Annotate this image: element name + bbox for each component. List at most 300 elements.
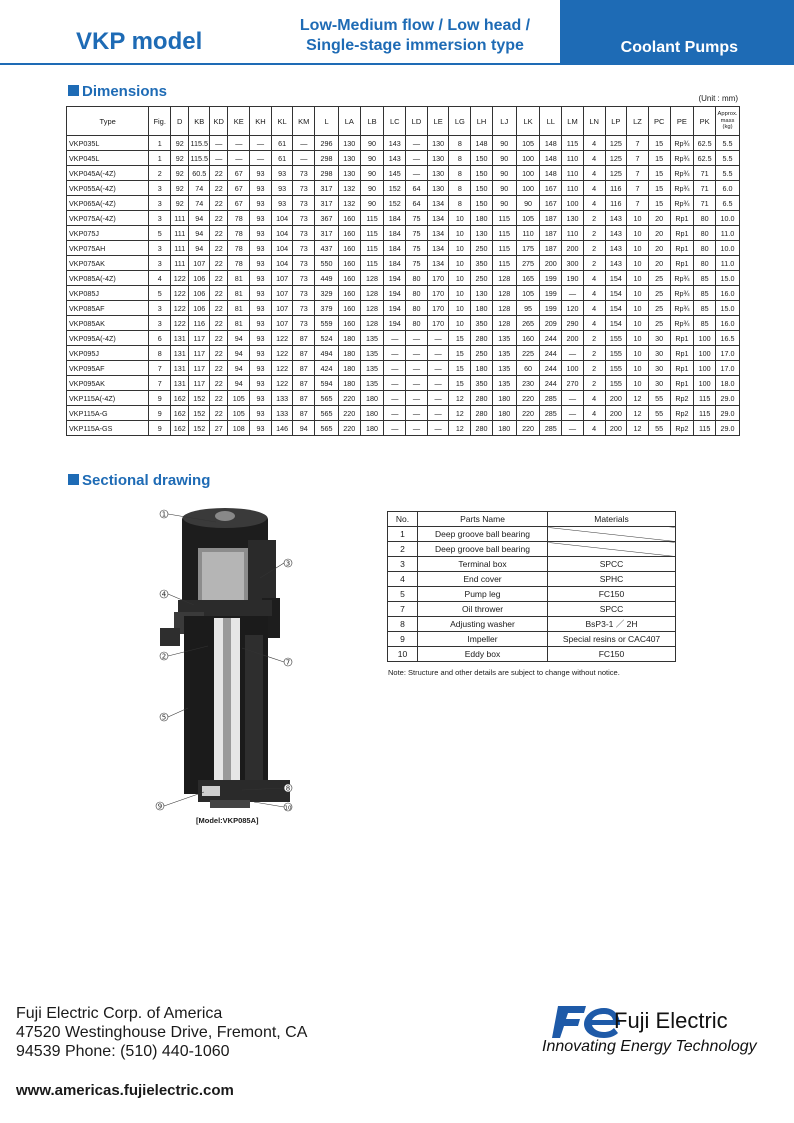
value-cell: 60 [516,361,540,376]
value-cell: 8 [449,196,471,211]
column-header: KH [250,107,272,136]
value-cell: — [427,421,449,436]
value-cell: 30 [648,376,670,391]
value-cell: 200 [605,421,627,436]
value-cell: 250 [471,271,493,286]
value-cell: 73 [293,271,315,286]
value-cell: 180 [338,361,360,376]
value-cell: 20 [648,226,670,241]
value-cell: 170 [427,271,449,286]
column-header: D [171,107,189,136]
part-number: 3 [388,557,418,572]
value-cell: 10 [449,271,471,286]
value-cell: Rp1 [670,376,694,391]
value-cell: 110 [516,226,540,241]
table-row [67,136,740,151]
value-cell: 93 [250,211,272,226]
value-cell: 93 [250,166,272,181]
value-cell: 5.5 [716,136,740,151]
logo-name: Fuji Electric [614,1008,728,1033]
value-cell: 100 [694,331,716,346]
value-cell: 55 [648,406,670,421]
value-cell: 270 [562,376,584,391]
value-cell: 167 [540,196,562,211]
value-cell: 209 [540,316,562,331]
svg-text:8: 8 [285,784,291,793]
value-cell: 115 [562,136,584,151]
value-cell: 122 [171,301,189,316]
value-cell: 27 [210,421,228,436]
value-cell: 8 [149,346,171,361]
value-cell: 317 [315,226,339,241]
value-cell: 73 [293,286,315,301]
value-cell: 290 [562,316,584,331]
value-cell: 93 [250,241,272,256]
value-cell: 78 [228,241,250,256]
value-cell: 132 [338,181,360,196]
value-cell: 4 [149,271,171,286]
value-cell: 220 [338,391,360,406]
value-cell: 180 [338,376,360,391]
value-cell: 93 [271,181,293,196]
value-cell: 155 [605,331,627,346]
value-cell: 160 [338,241,360,256]
parts-note: Note: Structure and other details are subject to change without notice. [388,668,620,677]
value-cell: 107 [271,301,293,316]
value-cell: 93 [250,421,272,436]
svg-text:5: 5 [161,713,167,722]
value-cell: 16.5 [716,331,740,346]
value-cell: 87 [293,331,315,346]
value-cell: 187 [540,241,562,256]
value-cell: 143 [605,241,627,256]
value-cell: 78 [228,211,250,226]
value-cell: 275 [516,256,540,271]
value-cell: 93 [250,181,272,196]
value-cell: 8 [449,151,471,166]
column-header: Approx. mass (kg) [716,107,740,136]
value-cell: 148 [540,166,562,181]
value-cell: 317 [315,196,339,211]
value-cell: 3 [149,196,171,211]
table-row [67,406,740,421]
value-cell: 110 [562,226,584,241]
value-cell: 160 [338,256,360,271]
value-cell: 100 [516,166,540,181]
value-cell: 143 [605,256,627,271]
value-cell: Rp2 [670,421,694,436]
value-cell: 90 [492,166,516,181]
value-cell: 29.0 [716,421,740,436]
value-cell: 60.5 [189,166,210,181]
value-cell: 22 [210,271,228,286]
table-row [67,271,740,286]
column-header: PK [694,107,716,136]
value-cell: 155 [605,361,627,376]
value-cell: 180 [338,346,360,361]
table-row [67,166,740,181]
table-row [67,391,740,406]
unit-label: (Unit : mm) [698,94,738,103]
value-cell: 22 [210,406,228,421]
value-cell: 280 [471,331,493,346]
value-cell: 10 [627,241,649,256]
value-cell: — [228,151,250,166]
value-cell: 152 [384,196,406,211]
value-cell: — [406,376,428,391]
value-cell: 29.0 [716,391,740,406]
value-cell: 75 [406,211,428,226]
value-cell: 135 [360,376,384,391]
value-cell: 71 [694,181,716,196]
value-cell: 130 [427,151,449,166]
value-cell: 105 [516,211,540,226]
value-cell: 117 [189,331,210,346]
column-header: LN [583,107,605,136]
value-cell: 296 [315,136,339,151]
website-link[interactable]: www.americas.fujielectric.com [16,1082,234,1099]
value-cell: 194 [384,271,406,286]
value-cell: — [210,151,228,166]
value-cell: — [562,406,584,421]
value-cell: 565 [315,421,339,436]
value-cell: 8 [449,166,471,181]
value-cell: 94 [189,241,210,256]
value-cell: 115 [492,211,516,226]
value-cell: 180 [471,211,493,226]
column-header: LJ [492,107,516,136]
dimensions-heading [68,83,167,100]
part-name: Terminal box [418,557,548,572]
value-cell: 135 [492,376,516,391]
value-cell: 100 [694,346,716,361]
value-cell: 162 [171,391,189,406]
value-cell: 15 [449,346,471,361]
value-cell: 73 [293,256,315,271]
value-cell: 200 [540,256,562,271]
value-cell: 155 [605,376,627,391]
value-cell: 180 [471,301,493,316]
value-cell: 116 [189,316,210,331]
value-cell: 184 [384,211,406,226]
value-cell: 87 [293,406,315,421]
table-row [67,196,740,211]
value-cell: 148 [540,151,562,166]
value-cell: 67 [228,181,250,196]
value-cell: 73 [293,196,315,211]
column-header: LG [449,107,471,136]
value-cell: 130 [471,226,493,241]
value-cell: 160 [338,316,360,331]
value-cell: 7 [627,196,649,211]
value-cell: 134 [427,196,449,211]
column-header: LD [406,107,428,136]
part-material: SPHC [548,572,676,587]
parts-table [387,511,676,662]
value-cell: 94 [189,226,210,241]
value-cell: 162 [171,421,189,436]
value-cell: 184 [384,226,406,241]
value-cell: 22 [210,361,228,376]
value-cell: 154 [605,316,627,331]
value-cell: 180 [492,391,516,406]
value-cell: 87 [293,376,315,391]
value-cell: Rp1 [670,241,694,256]
value-cell: — [406,151,428,166]
table-row [67,361,740,376]
value-cell: 2 [583,346,605,361]
value-cell: 105 [516,286,540,301]
column-header: LZ [627,107,649,136]
svg-text:7: 7 [285,658,291,667]
table-row [67,286,740,301]
value-cell: 10.0 [716,241,740,256]
value-cell: 2 [583,256,605,271]
value-cell: 131 [171,331,189,346]
value-cell: Rp2 [670,391,694,406]
value-cell: 130 [562,211,584,226]
value-cell: 565 [315,406,339,421]
value-cell: 93 [250,256,272,271]
value-cell: 135 [360,346,384,361]
column-header: LH [471,107,493,136]
value-cell: 200 [562,241,584,256]
value-cell: — [427,391,449,406]
value-cell: — [384,391,406,406]
value-cell: 30 [648,361,670,376]
value-cell: 90 [492,196,516,211]
value-cell: 4 [583,301,605,316]
value-cell: 104 [271,226,293,241]
value-cell: 62.5 [694,151,716,166]
value-cell: 9 [149,406,171,421]
value-cell: 64 [406,181,428,196]
value-cell: 180 [360,391,384,406]
type-cell: VKP085J [67,286,149,301]
parts-row [388,542,676,557]
value-cell: — [384,421,406,436]
value-cell: 199 [540,286,562,301]
value-cell: 111 [171,226,189,241]
value-cell: 10 [449,226,471,241]
value-cell: 122 [271,331,293,346]
value-cell: 225 [516,346,540,361]
value-cell: 10 [627,286,649,301]
value-cell: 105 [228,406,250,421]
part-number: 4 [388,572,418,587]
value-cell: 25 [648,316,670,331]
value-cell: 10 [627,346,649,361]
column-header: LL [540,107,562,136]
value-cell: 494 [315,346,339,361]
parts-row [388,602,676,617]
value-cell: — [406,361,428,376]
table-row [67,421,740,436]
value-cell: 150 [471,166,493,181]
value-cell: 4 [583,391,605,406]
value-cell: 75 [406,241,428,256]
parts-row [388,527,676,542]
type-cell: VKP095A(-4Z) [67,331,149,346]
value-cell: 128 [360,301,384,316]
value-cell: 199 [540,271,562,286]
value-cell: — [210,136,228,151]
value-cell: 120 [562,301,584,316]
value-cell: 106 [189,286,210,301]
value-cell: — [228,136,250,151]
value-cell: 10 [627,331,649,346]
value-cell: 244 [540,376,562,391]
value-cell: — [293,136,315,151]
table-row [67,256,740,271]
value-cell: 80 [694,256,716,271]
part-material: FC150 [548,647,676,662]
value-cell: 152 [189,391,210,406]
value-cell: — [427,331,449,346]
value-cell: 594 [315,376,339,391]
value-cell: 180 [360,406,384,421]
value-cell: 94 [228,376,250,391]
value-cell: 92 [171,166,189,181]
value-cell: 78 [228,226,250,241]
column-header: KM [293,107,315,136]
value-cell: 165 [516,271,540,286]
parts-column-header: Materials [548,512,676,527]
value-cell: 230 [516,376,540,391]
parts-row [388,587,676,602]
column-header: LA [338,107,360,136]
part-name: Oil thrower [418,602,548,617]
type-cell: VKP115A-GS [67,421,149,436]
value-cell: Rp¾ [670,301,694,316]
table-row [67,376,740,391]
value-cell: 2 [583,211,605,226]
value-cell: 150 [471,151,493,166]
value-cell: 17.0 [716,346,740,361]
value-cell: 244 [540,361,562,376]
value-cell: 93 [250,391,272,406]
value-cell: — [384,406,406,421]
value-cell: 80 [694,226,716,241]
value-cell: 4 [583,271,605,286]
value-cell: 15.0 [716,271,740,286]
value-cell: 184 [384,241,406,256]
value-cell: 128 [492,301,516,316]
value-cell: 20 [648,211,670,226]
value-cell: 2 [583,361,605,376]
value-cell: 93 [250,316,272,331]
value-cell: 5 [149,226,171,241]
value-cell: 75 [406,226,428,241]
value-cell: 148 [471,136,493,151]
svg-text:2: 2 [161,652,167,661]
table-row [67,226,740,241]
value-cell: 116 [605,181,627,196]
value-cell: 7 [149,361,171,376]
value-cell: Rp1 [670,256,694,271]
value-cell: 5.5 [716,151,740,166]
part-name: Eddy box [418,647,548,662]
value-cell: 10.0 [716,211,740,226]
value-cell: 93 [250,286,272,301]
value-cell: 100 [694,361,716,376]
part-number: 2 [388,542,418,557]
value-cell: 90 [492,181,516,196]
value-cell: 108 [228,421,250,436]
value-cell: 80 [694,211,716,226]
value-cell: 10 [627,226,649,241]
value-cell: 170 [427,286,449,301]
value-cell: 200 [605,391,627,406]
value-cell: 22 [210,286,228,301]
value-cell: 75 [406,256,428,271]
value-cell: 94 [293,421,315,436]
value-cell: 10 [627,211,649,226]
value-cell: 8 [449,136,471,151]
value-cell: 62.5 [694,136,716,151]
value-cell: 150 [471,181,493,196]
value-cell: 187 [540,226,562,241]
value-cell: 220 [516,406,540,421]
pump-sectional-drawing [150,500,310,830]
value-cell: 194 [384,316,406,331]
type-cell: VKP065A(-4Z) [67,196,149,211]
value-cell: 10 [449,316,471,331]
value-cell: 285 [540,406,562,421]
value-cell: 131 [171,346,189,361]
svg-text:3: 3 [285,559,291,568]
part-name: Impeller [418,632,548,647]
value-cell: 110 [562,181,584,196]
column-header: Type [67,107,149,136]
value-cell: 4 [583,316,605,331]
value-cell: — [427,376,449,391]
column-header: Fig. [149,107,171,136]
value-cell: 107 [189,256,210,271]
value-cell: 25 [648,271,670,286]
value-cell: 200 [562,331,584,346]
value-cell: 367 [315,211,339,226]
value-cell: 22 [210,196,228,211]
value-cell: 10 [449,241,471,256]
value-cell: 93 [250,226,272,241]
value-cell: 7 [149,376,171,391]
value-cell: 22 [210,256,228,271]
value-cell: 100 [562,196,584,211]
value-cell: 80 [406,316,428,331]
table-row [67,346,740,361]
dimensions-title: Dimensions [82,83,168,100]
value-cell: 122 [171,271,189,286]
svg-text:9: 9 [157,802,163,811]
value-cell: 170 [427,316,449,331]
value-cell: 117 [189,361,210,376]
value-cell: 244 [540,346,562,361]
value-cell: 93 [250,331,272,346]
value-cell: — [427,361,449,376]
value-cell: — [562,286,584,301]
part-material: FC150 [548,587,676,602]
value-cell: 85 [694,301,716,316]
value-cell: 190 [562,271,584,286]
value-cell: 199 [540,301,562,316]
value-cell: 105 [516,136,540,151]
value-cell: 22 [210,301,228,316]
value-cell: 3 [149,256,171,271]
column-header: LC [384,107,406,136]
value-cell: 550 [315,256,339,271]
value-cell: 111 [171,256,189,271]
